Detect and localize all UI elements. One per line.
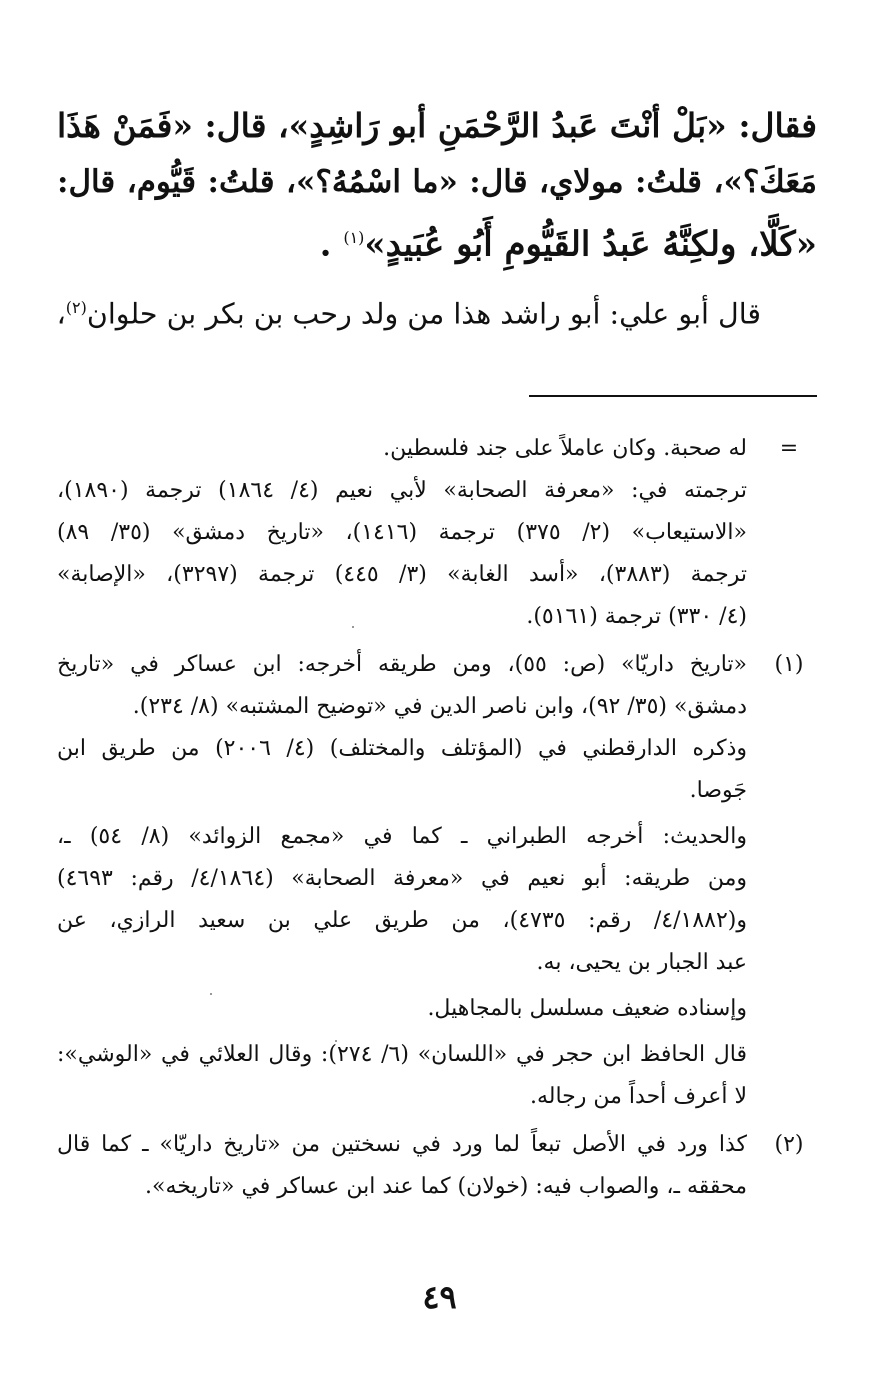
footnote-line: ترجمة (٣٨٨٣)، «أسد الغابة» (٣/ ٤٤٥) ترجمة (٣٢٩٧)، «الإصابة» xyxy=(57,562,748,587)
footnote-line: جَوصا. xyxy=(689,778,747,803)
main-text-segment: «كَلَّا، ولكِنَّهُ عَبدُ القَيُّومِ أَبُو عُبَيدٍ» xyxy=(364,224,817,265)
footnote-2 xyxy=(57,1124,817,1208)
scan-speck xyxy=(335,1040,337,1042)
footnote-1 xyxy=(57,644,817,1118)
footnote-ref-2[interactable]: (٢) xyxy=(65,298,87,318)
footnote-line: محققه ـ، والصواب فيه: (خولان) كما عند ابن عساكر في «تاريخه». xyxy=(144,1174,747,1199)
footnote-line: وذكره الدارقطني في (المؤتلف والمختلف) (٤/ ٢٠٠٦) من طريق ابن xyxy=(57,736,748,761)
footnote-line: لا أعرف أحداً من رجاله. xyxy=(529,1084,747,1109)
footnote-line: كذا ورد في الأصل تبعاً لما ورد في نسختين من «تاريخ داريّا» ـ كما قال xyxy=(57,1132,747,1157)
footnote-line: و(٤/١٨٨٢/ رقم: ٤٧٣٥)، من طريق علي بن سعيد الرازي، عن xyxy=(57,908,747,933)
footnote-line: عبد الجبار بن يحيى، به. xyxy=(536,950,747,975)
main-text xyxy=(57,98,817,343)
footnotes xyxy=(57,428,817,1214)
footnote-ref-1[interactable]: (١) xyxy=(343,228,365,247)
main-text-punct: ، xyxy=(56,297,66,331)
footnote-marker: (١) xyxy=(774,652,804,677)
main-text-line xyxy=(57,210,817,272)
footnote-continuation xyxy=(57,428,817,638)
footnote-line: (٤/ ٣٣٠) ترجمة (٥١٦١). xyxy=(526,604,747,629)
footnote-line: «تاريخ داريّا» (ص: ٥٥)، ومن طريقه أخرجه: ابن عساكر في «تاريخ xyxy=(57,652,747,677)
footnote-line: «الاستيعاب» (٢/ ٣٧٥) ترجمة (١٤١٦)، «تاريخ دمشق» (٣٥/ ٨٩) xyxy=(57,520,747,545)
footnote-line: والحديث: أخرجه الطبراني ـ كما في «مجمع الزوائد» (٨/ ٥٤) ـ، xyxy=(57,824,748,849)
main-text-segment: قال أبو علي: أبو راشد هذا من ولد رحب بن بكر بن حلوان xyxy=(86,297,761,331)
main-text-line xyxy=(57,280,817,343)
scan-speck xyxy=(352,626,354,628)
footnote-line: وإسناده ضعيف مسلسل بالمجاهيل. xyxy=(427,996,747,1021)
footnote-line: له صحبة. وكان عاملاً على جند فلسطين. xyxy=(383,436,747,461)
footnote-line: قال الحافظ ابن حجر في «اللسان» (٦/ ٢٧٤): وقال العلائي في «الوشي»: xyxy=(57,1042,747,1067)
main-text-line: مَعَكَ؟»، قلتُ: مولاي، قال: «ما اسْمُهُ؟»، قلتُ: قَيُّوم، قال: xyxy=(57,164,817,200)
scan-speck xyxy=(210,993,212,995)
footnote-line: ومن طريقه: أبو نعيم في «معرفة الصحابة» (٤/١٨٦٤/ رقم: ٤٦٩٣) xyxy=(57,866,748,891)
footnote-separator xyxy=(529,395,817,397)
footnote-line: دمشق» (٣٥/ ٩٢)، وابن ناصر الدين في «توضيح المشتبه» (٨/ ٢٣٤). xyxy=(132,694,747,719)
page-number: ٤٩ xyxy=(422,1278,457,1316)
main-text-line: فقال: «بَلْ أنْتَ عَبدُ الرَّحْمَنِ أبو رَاشِدٍ»، قال: «فَمَنْ هَذَا xyxy=(57,106,817,145)
main-text-punct: . xyxy=(319,224,332,265)
footnote-line: ترجمته في: «معرفة الصحابة» لأبي نعيم (٤/ ١٨٦٤) ترجمة (١٨٩٠)، xyxy=(57,478,748,503)
footnote-marker: (٢) xyxy=(774,1132,804,1157)
footnote-marker: = xyxy=(779,436,799,461)
